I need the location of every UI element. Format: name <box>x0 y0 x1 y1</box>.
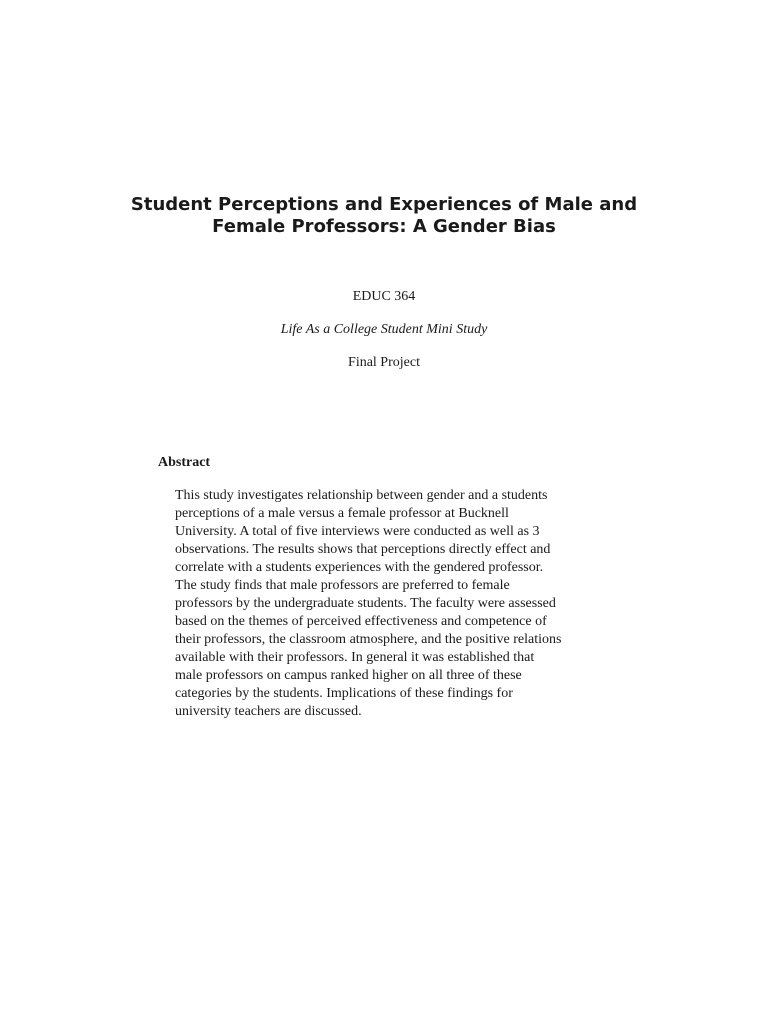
course-code: EDUC 364 <box>352 289 416 304</box>
paper-title-line-1: Student Perceptions and Experiences of Male and <box>130 194 638 215</box>
abstract-line: university teachers are discussed. <box>175 704 362 719</box>
abstract-line: The study finds that male professors are preferred to female <box>175 578 510 593</box>
project-label: Final Project <box>348 355 420 370</box>
abstract-line: categories by the students. Implications of these findings for <box>175 686 513 701</box>
paper-title-line-2: Female Professors: A Gender Bias <box>212 216 556 237</box>
abstract-line: observations. The results shows that perceptions directly effect and <box>175 542 551 557</box>
abstract-line: correlate with a students experiences with the gendered professor. <box>175 560 544 575</box>
study-subtitle: Life As a College Student Mini Study <box>280 322 488 337</box>
abstract-line: perceptions of a male versus a female professor at Bucknell <box>175 506 509 521</box>
abstract-line: professors by the undergraduate students. The faculty were assessed <box>175 596 556 611</box>
abstract-line: University. A total of five interviews were conducted as well as 3 <box>175 524 540 539</box>
abstract-heading: Abstract <box>158 455 211 470</box>
abstract-line: their professors, the classroom atmosphere, and the positive relations <box>175 632 562 647</box>
paper-title <box>84 194 684 238</box>
abstract-line: male professors on campus ranked higher on all three of these <box>175 668 522 683</box>
abstract-line: This study investigates relationship between gender and a students <box>175 488 548 503</box>
abstract-line: based on the themes of perceived effectiveness and competence of <box>175 614 547 629</box>
abstract-body <box>175 487 605 721</box>
abstract-line: available with their professors. In general it was established that <box>175 650 535 665</box>
